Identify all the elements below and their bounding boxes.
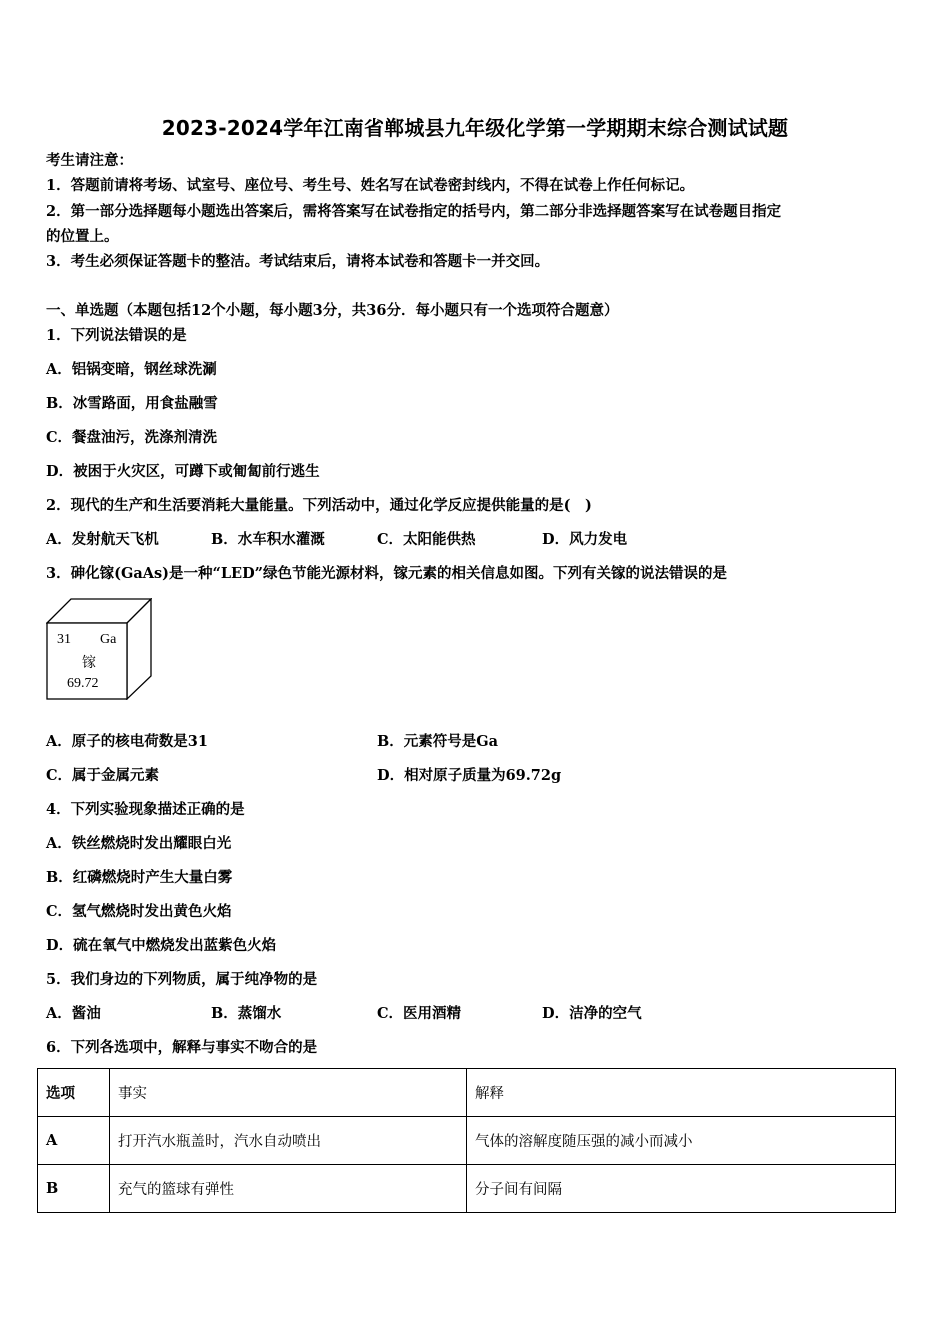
question-2-stem: 2．现代的生产和生活要消耗大量能量。下列活动中，通过化学反应提供能量的是( ) — [46, 497, 592, 514]
table-cell: 分子间有间隔 — [467, 1165, 896, 1213]
question-1-stem: 1．下列说法错误的是 — [46, 327, 187, 344]
element-atomic-number: 31 — [57, 632, 71, 647]
question-4-stem: 4．下列实验现象描述正确的是 — [46, 801, 245, 818]
table-row — [38, 1117, 896, 1165]
table-cell: A — [38, 1117, 110, 1165]
table-header-cell: 选项 — [38, 1069, 110, 1117]
question-2-option-c: C．太阳能供热 — [377, 531, 476, 548]
table-header-cell: 解释 — [467, 1069, 896, 1117]
question-4-option-a: A．铁丝燃烧时发出耀眼白光 — [46, 835, 232, 852]
question-4-option-b: B．红磷燃烧时产生大量白雾 — [46, 869, 233, 886]
table-cell: 打开汽水瓶盖时，汽水自动喷出 — [110, 1117, 467, 1165]
question-2-option-a: A．发射航天飞机 — [46, 531, 159, 548]
element-atomic-mass: 69.72 — [67, 676, 99, 691]
question-6-table — [37, 1068, 896, 1213]
table-cell: B — [38, 1165, 110, 1213]
question-4-option-d: D．硫在氧气中燃烧发出蓝紫色火焰 — [46, 937, 277, 954]
notice-item: 的位置上。 — [46, 228, 119, 245]
question-2-option-b: B．水车积水灌溉 — [211, 531, 325, 548]
notice-item: 3．考生必须保证答题卡的整洁。考试结束后，请将本试卷和答题卡一并交回。 — [46, 253, 550, 270]
question-3-option-c: C．属于金属元素 — [46, 767, 160, 784]
question-1-option-c: C．餐盘油污，洗涤剂清洗 — [46, 429, 218, 446]
question-3-option-d: D．相对原子质量为69.72g — [377, 767, 562, 784]
question-3-stem: 3．砷化镓(GaAs)是一种“LED”绿色节能光源材料，镓元素的相关信息如图。下列有关镓的说法错误的是 — [46, 565, 728, 582]
question-1-option-b: B．冰雪路面，用食盐融雪 — [46, 395, 218, 412]
question-3-option-a: A．原子的核电荷数是31 — [46, 733, 208, 750]
question-5-stem: 5．我们身边的下列物质，属于纯净物的是 — [46, 971, 318, 988]
question-5-option-d: D．洁净的空气 — [542, 1005, 642, 1022]
element-card-frame — [46, 598, 152, 700]
notice-heading: 考生请注意： — [46, 152, 133, 169]
gallium-element-card — [46, 598, 152, 700]
question-2-option-d: D．风力发电 — [542, 531, 628, 548]
question-5-option-a: A．酱油 — [46, 1005, 101, 1022]
table-header-cell: 事实 — [110, 1069, 467, 1117]
question-3-option-b: B．元素符号是Ga — [377, 733, 499, 750]
section-heading: 一、单选题（本题包括12个小题，每小题3分，共36分．每小题只有一个选项符合题意） — [46, 302, 619, 319]
page-title: 2023-2024学年江南省郸城县九年级化学第一学期期末综合测试试题 — [161, 116, 789, 140]
question-1-option-d: D．被困于火灾区，可蹲下或匍匐前行逃生 — [46, 463, 320, 480]
notice-item: 1．答题前请将考场、试室号、座位号、考生号、姓名写在试卷密封线内，不得在试卷上作任何标记。 — [46, 177, 695, 194]
element-name: 镓 — [82, 656, 96, 671]
table-header-row — [38, 1069, 896, 1117]
notice-item: 2．第一部分选择题每小题选出答案后，需将答案写在试卷指定的括号内，第二部分非选择题答案写在试卷题目指定 — [46, 203, 782, 220]
question-4-option-c: C．氢气燃烧时发出黄色火焰 — [46, 903, 232, 920]
table-row — [38, 1165, 896, 1213]
table-cell: 充气的篮球有弹性 — [110, 1165, 467, 1213]
question-6-stem: 6．下列各选项中，解释与事实不吻合的是 — [46, 1039, 318, 1056]
table-cell: 气体的溶解度随压强的减小而减小 — [467, 1117, 896, 1165]
question-5-option-c: C．医用酒精 — [377, 1005, 462, 1022]
element-symbol: Ga — [100, 632, 117, 647]
question-5-option-b: B．蒸馏水 — [211, 1005, 282, 1022]
question-1-option-a: A．铝锅变暗，钢丝球洗涮 — [46, 361, 217, 378]
